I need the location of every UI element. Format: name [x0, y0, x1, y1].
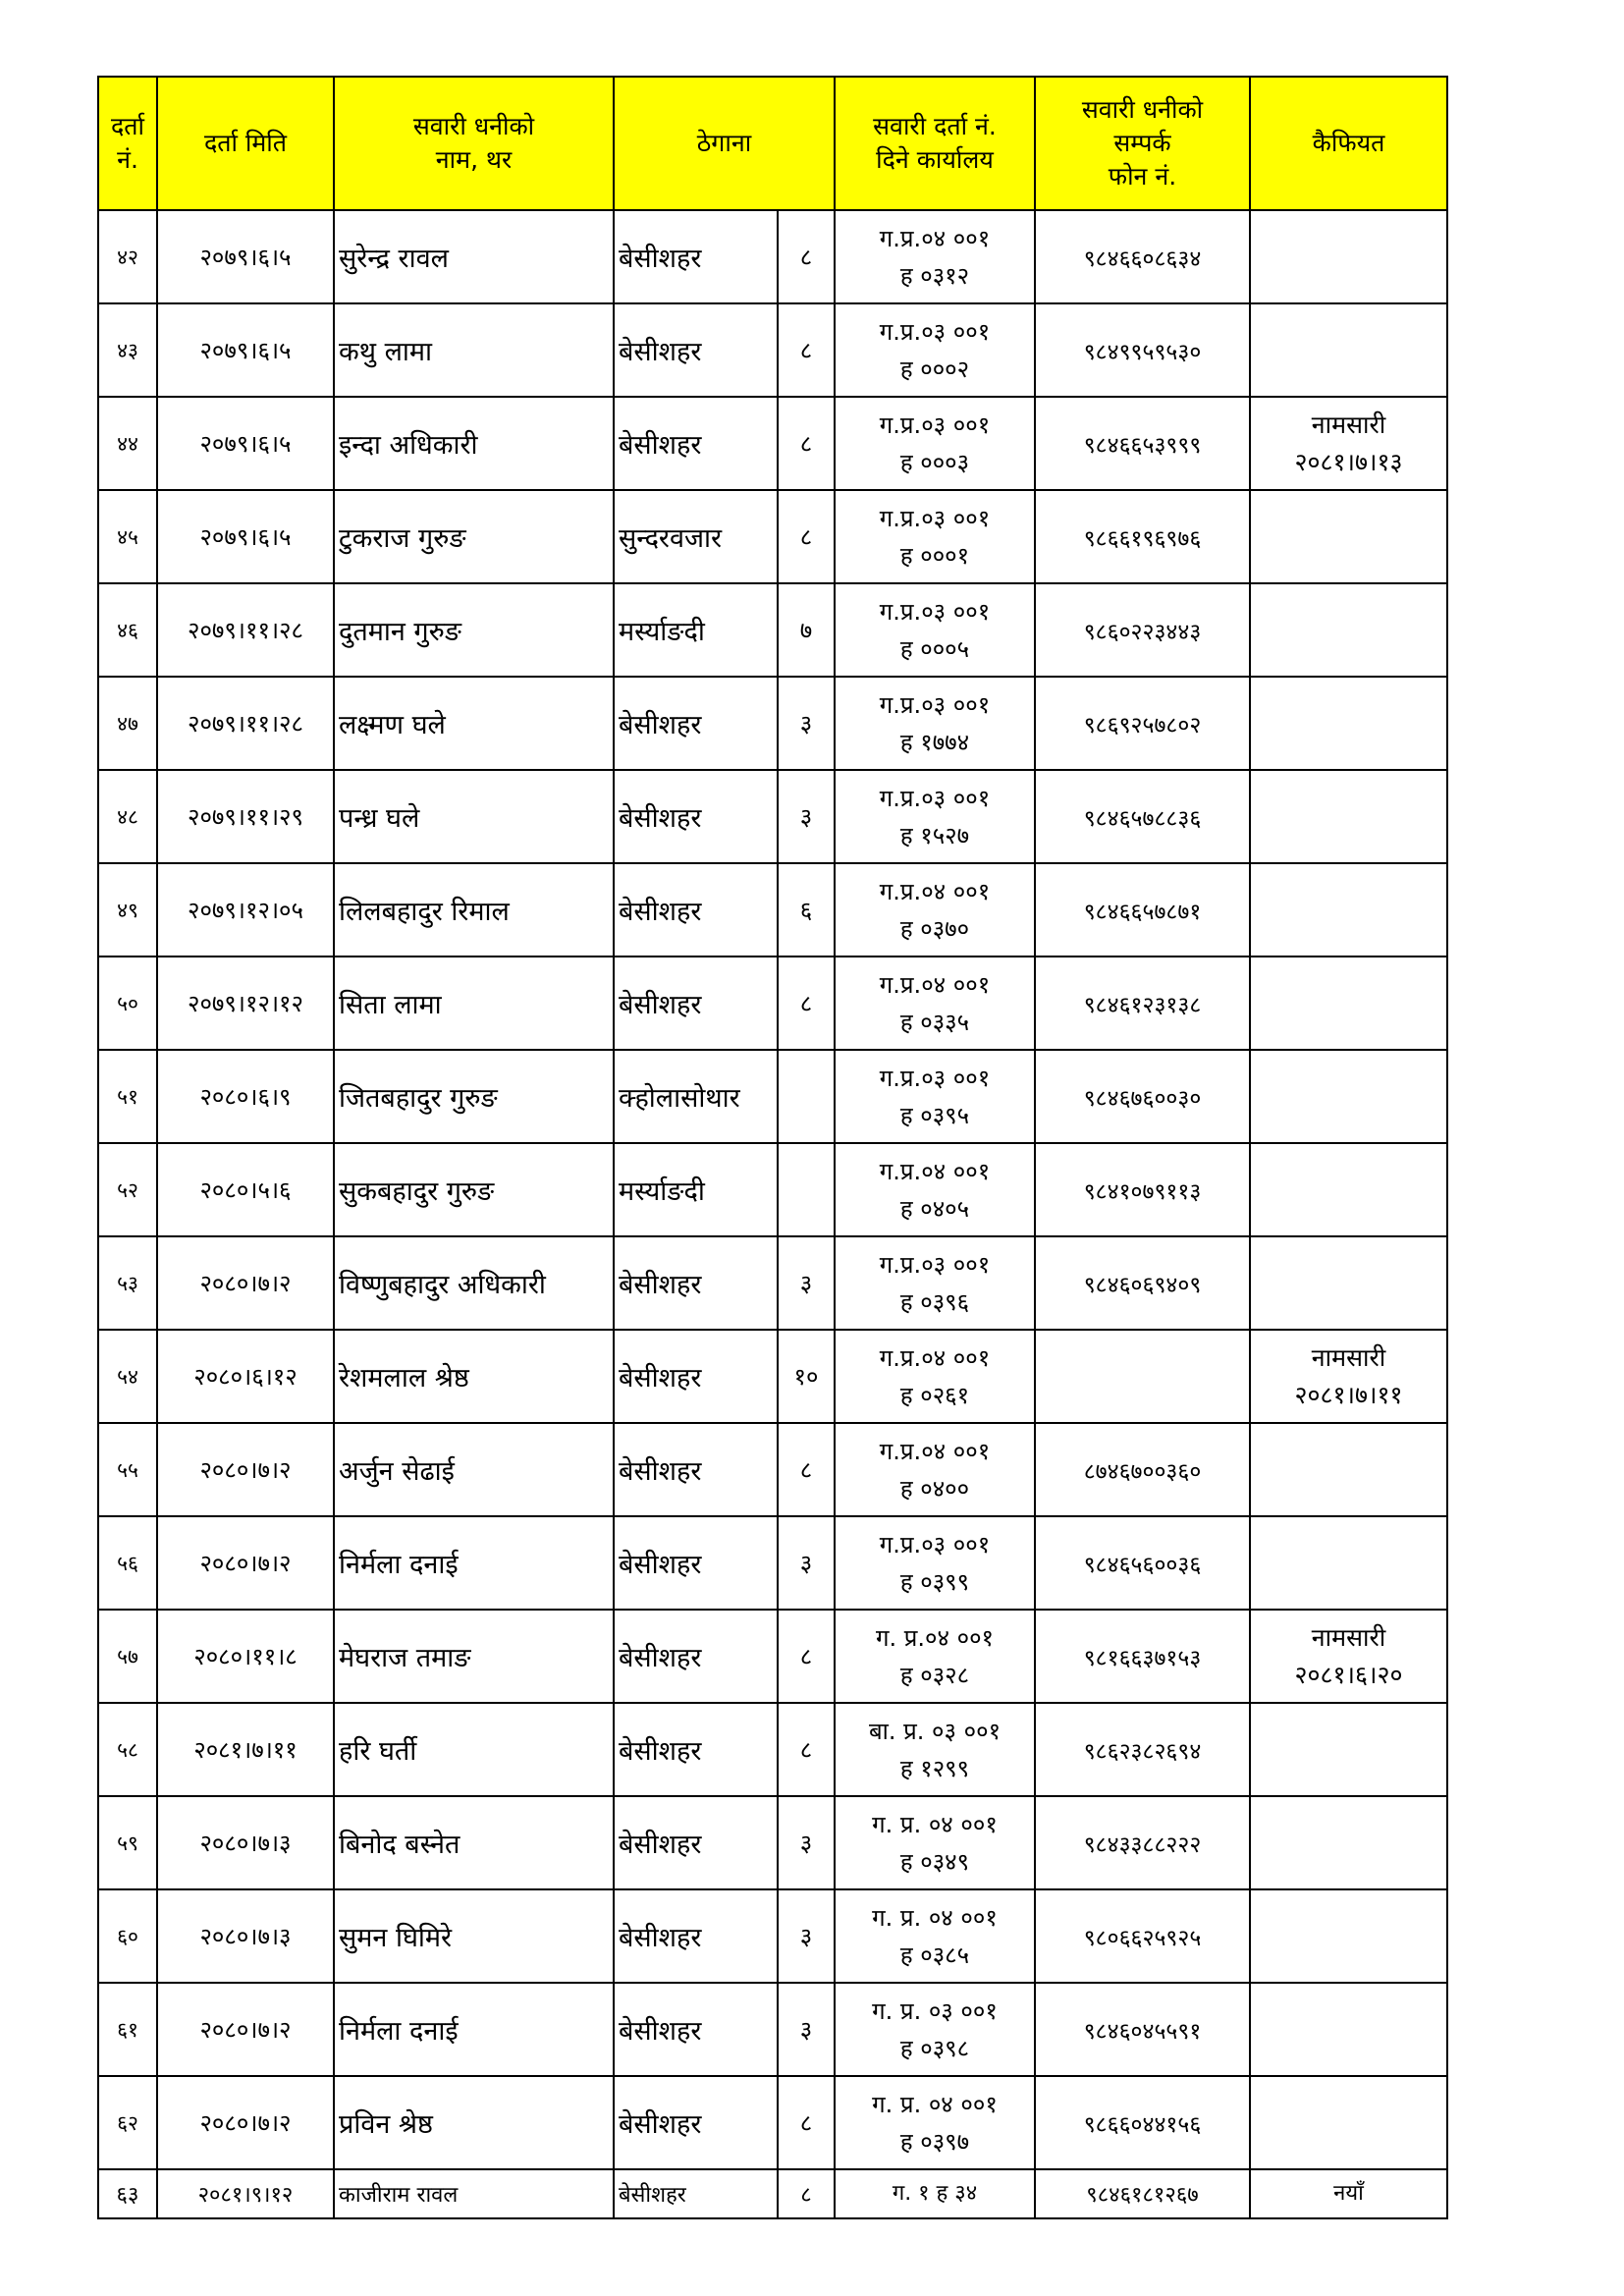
cell-phone: ९८४३३८८२२२ [1035, 1796, 1250, 1889]
cell-office-line: ग.प्र.०३ ००१ [879, 1530, 991, 1558]
cell-owner-name: लिलबहादुर रिमाल [334, 863, 614, 957]
cell-office-line: ग.प्र.०४ ००१ [879, 224, 991, 252]
cell-remark [1250, 1703, 1447, 1796]
cell-date: २०८१।९।१२ [157, 2169, 334, 2218]
cell-office-line: ह १५२७ [899, 821, 970, 849]
cell-office [835, 303, 1035, 397]
table-row [98, 1050, 1447, 1143]
cell-phone: ९८६२३८२६९४ [1035, 1703, 1250, 1796]
cell-phone [1035, 1330, 1250, 1423]
cell-date: २०७९।६।५ [157, 490, 334, 583]
cell-office-line: ह ०२६१ [899, 1381, 970, 1409]
cell-address: बेसीशहर [614, 303, 778, 397]
cell-office-line: ग.प्र.०३ ००१ [879, 784, 991, 812]
header-office: सवारी दर्ता नं. दिने कार्यालय [835, 77, 1035, 210]
cell-office-line: ग.प्र.०३ ००१ [879, 410, 991, 439]
table-row [98, 2076, 1447, 2169]
cell-ward: ८ [778, 1703, 835, 1796]
cell-office-line: ग.प्र.०४ ००१ [879, 877, 991, 905]
cell-sn: ४४ [98, 397, 157, 490]
cell-office [835, 957, 1035, 1050]
cell-sn: ६३ [98, 2169, 157, 2218]
cell-office-line: ह ०३९७ [899, 2127, 970, 2156]
cell-sn: ४९ [98, 863, 157, 957]
cell-office-line: ह ०४०० [899, 1474, 970, 1503]
cell-ward: ७ [778, 583, 835, 677]
cell-sn: ५८ [98, 1703, 157, 1796]
cell-ward: ८ [778, 210, 835, 303]
cell-remark [1250, 957, 1447, 1050]
cell-office-line: ह ०३२८ [899, 1661, 970, 1689]
cell-office [835, 1330, 1035, 1423]
cell-sn: ५४ [98, 1330, 157, 1423]
cell-office-line: ग. प्र. ०४ ००१ [872, 1810, 998, 1838]
cell-sn: ५९ [98, 1796, 157, 1889]
cell-ward: ३ [778, 677, 835, 770]
cell-remark [1250, 490, 1447, 583]
cell-office-line: ग. प्र.०४ ००१ [875, 1623, 995, 1652]
cell-address: बेसीशहर [614, 1889, 778, 1983]
cell-office [835, 583, 1035, 677]
cell-ward: ६ [778, 863, 835, 957]
table-row [98, 2169, 1447, 2218]
cell-office [835, 1610, 1035, 1703]
cell-ward [778, 1050, 835, 1143]
cell-date: २०७९।११।२९ [157, 770, 334, 863]
cell-date: २०८०।११।८ [157, 1610, 334, 1703]
cell-owner-name: मेघराज तमाङ [334, 1610, 614, 1703]
cell-office-line: ह ०३९६ [899, 1287, 970, 1316]
vehicle-registration-table [97, 76, 1448, 2219]
cell-owner-name: पन्ध्र घले [334, 770, 614, 863]
table-row [98, 1516, 1447, 1610]
cell-office [835, 677, 1035, 770]
cell-office-line: ह ०३४९ [899, 1847, 970, 1876]
cell-address: बेसीशहर [614, 210, 778, 303]
cell-office [835, 863, 1035, 957]
cell-ward: ३ [778, 1796, 835, 1889]
table-row [98, 397, 1447, 490]
cell-remark [1250, 1050, 1447, 1143]
cell-office-line: ह ०००५ [899, 634, 970, 663]
table-row [98, 1423, 1447, 1516]
cell-owner-name: सुमन घिमिरे [334, 1889, 614, 1983]
cell-remark [1250, 303, 1447, 397]
cell-office-line: ग. १ ह ३४ [892, 2181, 978, 2206]
cell-address: बेसीशहर [614, 1983, 778, 2076]
cell-office-line: ह ०००३ [899, 448, 970, 476]
cell-office-line: ह ०३९९ [899, 1567, 970, 1596]
cell-ward [778, 1143, 835, 1236]
cell-remark [1250, 770, 1447, 863]
cell-office-line: बा. प्र. ०३ ००१ [868, 1717, 1001, 1745]
cell-date: २०८०।७।३ [157, 1796, 334, 1889]
cell-date: २०७९।६।५ [157, 210, 334, 303]
cell-address: बेसीशहर [614, 770, 778, 863]
cell-office-line: ग. प्र. ०४ ००१ [872, 2090, 998, 2118]
cell-sn: ५७ [98, 1610, 157, 1703]
cell-remark-line: २०८१।६।२० [1294, 1660, 1403, 1689]
cell-office-line: ग.प्र.०३ ००१ [879, 690, 991, 719]
cell-address: मर्स्याङदी [614, 583, 778, 677]
cell-phone: ९८६०२२३४४३ [1035, 583, 1250, 677]
cell-phone: ८७४६७००३६० [1035, 1423, 1250, 1516]
cell-office-line: ग. प्र. ०४ ००१ [872, 1903, 998, 1932]
cell-ward: ८ [778, 1610, 835, 1703]
cell-sn: ४८ [98, 770, 157, 863]
cell-owner-name: टुकराज गुरुङ [334, 490, 614, 583]
header-remarks: कैफियत [1250, 77, 1447, 210]
cell-phone: ९८४६०४५५९१ [1035, 1983, 1250, 2076]
cell-office-line: ग. प्र. ०३ ००१ [872, 1996, 998, 2025]
cell-phone: ९८४६५७८८३६ [1035, 770, 1250, 863]
cell-owner-name: बिनोद बस्नेत [334, 1796, 614, 1889]
cell-office-line: ग.प्र.०३ ००१ [879, 1064, 991, 1092]
cell-sn: ४३ [98, 303, 157, 397]
cell-office [835, 397, 1035, 490]
cell-owner-name: जितबहादुर गुरुङ [334, 1050, 614, 1143]
cell-date: २०७९।१२।१२ [157, 957, 334, 1050]
cell-owner-name: सुरेन्द्र रावल [334, 210, 614, 303]
cell-address: क्होलासोथार [614, 1050, 778, 1143]
cell-remark [1250, 1516, 1447, 1610]
header-owner: सवारी धनीको नाम, थर [334, 77, 614, 210]
cell-address: बेसीशहर [614, 1796, 778, 1889]
cell-sn: ४५ [98, 490, 157, 583]
table-row [98, 1143, 1447, 1236]
cell-sn: ५२ [98, 1143, 157, 1236]
cell-office-line: ग.प्र.०३ ००१ [879, 317, 991, 346]
cell-remark [1250, 397, 1447, 490]
cell-date: २०८०।७।२ [157, 1423, 334, 1516]
cell-remark [1250, 1610, 1447, 1703]
cell-address: बेसीशहर [614, 1330, 778, 1423]
table-row [98, 863, 1447, 957]
cell-office-line: ग.प्र.०४ ००१ [879, 1157, 991, 1185]
cell-remark [1250, 1983, 1447, 2076]
cell-phone: ९८४६६५३९९९ [1035, 397, 1250, 490]
cell-remark [1250, 1889, 1447, 1983]
cell-office-line: ह ०३९८ [899, 2034, 970, 2062]
cell-owner-name: इन्दा अधिकारी [334, 397, 614, 490]
cell-sn: ४२ [98, 210, 157, 303]
cell-owner-name: काजीराम रावल [334, 2169, 614, 2218]
cell-remark [1250, 1330, 1447, 1423]
cell-office-line: ह १७७४ [899, 728, 970, 756]
cell-owner-name: कथु लामा [334, 303, 614, 397]
cell-office [835, 1423, 1035, 1516]
cell-address: बेसीशहर [614, 1236, 778, 1330]
cell-remark-line: नामसारी [1311, 410, 1386, 439]
cell-ward: ८ [778, 397, 835, 490]
cell-address: सुन्दरवजार [614, 490, 778, 583]
table-row [98, 1889, 1447, 1983]
cell-office-line: ह ०३८५ [899, 1941, 970, 1969]
cell-office-line: ग.प्र.०३ ००१ [879, 1250, 991, 1279]
cell-phone: ९८०६६२५९२५ [1035, 1889, 1250, 1983]
cell-office [835, 1050, 1035, 1143]
cell-remark [1250, 863, 1447, 957]
cell-office-line: ग.प्र.०४ ००१ [879, 1343, 991, 1372]
cell-sn: ६२ [98, 2076, 157, 2169]
cell-owner-name: निर्मला दनाई [334, 1983, 614, 2076]
cell-ward: ८ [778, 2076, 835, 2169]
cell-owner-name: विष्णुबहादुर अधिकारी [334, 1236, 614, 1330]
cell-office [835, 1143, 1035, 1236]
cell-office [835, 1983, 1035, 2076]
cell-sn: ६१ [98, 1983, 157, 2076]
cell-address: बेसीशहर [614, 1516, 778, 1610]
cell-date: २०७९।६।५ [157, 397, 334, 490]
cell-owner-name: निर्मला दनाई [334, 1516, 614, 1610]
cell-owner-name: सिता लामा [334, 957, 614, 1050]
cell-remark [1250, 210, 1447, 303]
cell-ward: ८ [778, 957, 835, 1050]
cell-date: २०८०।६।९ [157, 1050, 334, 1143]
cell-date: २०७९।६।५ [157, 303, 334, 397]
cell-owner-name: दुतमान गुरुङ [334, 583, 614, 677]
cell-remark [1250, 583, 1447, 677]
cell-address: बेसीशहर [614, 397, 778, 490]
cell-office [835, 1703, 1035, 1796]
cell-office [835, 490, 1035, 583]
cell-phone: ९८६९२५७८०२ [1035, 677, 1250, 770]
table-row [98, 1236, 1447, 1330]
cell-address: बेसीशहर [614, 677, 778, 770]
cell-phone: ९८४६१२३१३८ [1035, 957, 1250, 1050]
cell-ward: ३ [778, 1516, 835, 1610]
cell-sn: ५३ [98, 1236, 157, 1330]
cell-ward: ३ [778, 770, 835, 863]
cell-office [835, 2169, 1035, 2218]
table-header [98, 77, 1447, 210]
cell-ward: ८ [778, 490, 835, 583]
cell-remark-line: २०८१।७।११ [1294, 1380, 1403, 1409]
table-body [98, 210, 1447, 2218]
cell-ward: ३ [778, 1236, 835, 1330]
cell-office [835, 1796, 1035, 1889]
cell-ward: ८ [778, 1423, 835, 1516]
cell-phone: ९८४६०६९४०९ [1035, 1236, 1250, 1330]
cell-phone: ९८४६५६००३६ [1035, 1516, 1250, 1610]
cell-sn: ५१ [98, 1050, 157, 1143]
cell-remark-line: नामसारी [1311, 1622, 1386, 1652]
cell-ward: ३ [778, 1889, 835, 1983]
cell-address: बेसीशहर [614, 2169, 778, 2218]
cell-office-line: ग.प्र.०४ ००१ [879, 970, 991, 999]
cell-remark [1250, 1796, 1447, 1889]
header-address: ठेगाना [614, 77, 835, 210]
cell-sn: ५० [98, 957, 157, 1050]
cell-office-line: ह १२९९ [899, 1754, 970, 1782]
cell-phone: ९८४६७६००३० [1035, 1050, 1250, 1143]
cell-owner-name: हरि घर्ती [334, 1703, 614, 1796]
cell-office-line: ग.प्र.०३ ००१ [879, 504, 991, 532]
cell-office-line: ह ०४०५ [899, 1194, 970, 1223]
cell-office-line: ह ०००२ [899, 355, 970, 383]
table-row [98, 957, 1447, 1050]
cell-remark [1250, 1236, 1447, 1330]
cell-date: २०८०।७।२ [157, 2076, 334, 2169]
cell-sn: ५५ [98, 1423, 157, 1516]
cell-phone: ९८४६६०८६३४ [1035, 210, 1250, 303]
cell-address: बेसीशहर [614, 957, 778, 1050]
table-row [98, 770, 1447, 863]
cell-office-line: ग.प्र.०४ ००१ [879, 1437, 991, 1465]
table-row [98, 583, 1447, 677]
cell-office [835, 210, 1035, 303]
cell-date: २०८१।७।११ [157, 1703, 334, 1796]
cell-date: २०७९।१२।०५ [157, 863, 334, 957]
cell-phone: ९८४१०७९११३ [1035, 1143, 1250, 1236]
cell-address: बेसीशहर [614, 2076, 778, 2169]
cell-ward: ८ [778, 2169, 835, 2218]
cell-office-line: ह ०३७० [899, 914, 970, 943]
cell-date: २०८०।७।२ [157, 1516, 334, 1610]
table-row [98, 677, 1447, 770]
cell-date: २०८०।७।२ [157, 1983, 334, 2076]
cell-address: बेसीशहर [614, 1423, 778, 1516]
cell-phone: ९८४९९५९५३० [1035, 303, 1250, 397]
cell-sn: ५६ [98, 1516, 157, 1610]
cell-address: बेसीशहर [614, 1610, 778, 1703]
cell-date: २०७९।११।२८ [157, 677, 334, 770]
cell-ward: १० [778, 1330, 835, 1423]
cell-office [835, 770, 1035, 863]
cell-owner-name: अर्जुन सेढाई [334, 1423, 614, 1516]
cell-phone: ९८४६१८१२६७ [1035, 2169, 1250, 2218]
table-row [98, 303, 1447, 397]
cell-office [835, 1236, 1035, 1330]
cell-remark [1250, 2169, 1447, 2218]
cell-office [835, 1516, 1035, 1610]
cell-date: २०८०।६।१२ [157, 1330, 334, 1423]
table-row [98, 1330, 1447, 1423]
table-row [98, 1796, 1447, 1889]
cell-sn: ४७ [98, 677, 157, 770]
cell-sn: ४६ [98, 583, 157, 677]
cell-date: २०७९।११।२८ [157, 583, 334, 677]
cell-phone: ९८१६६३७१५३ [1035, 1610, 1250, 1703]
table-row [98, 1610, 1447, 1703]
cell-phone: ९८६६०४४१५६ [1035, 2076, 1250, 2169]
cell-remark-line: नामसारी [1311, 1342, 1386, 1372]
cell-office [835, 2076, 1035, 2169]
cell-date: २०८०।५।६ [157, 1143, 334, 1236]
header-date: दर्ता मिति [157, 77, 334, 210]
cell-office-line: ह ०३९५ [899, 1101, 970, 1129]
cell-date: २०८०।७।३ [157, 1889, 334, 1983]
header-phone: सवारी धनीको सम्पर्क फोन नं. [1035, 77, 1250, 210]
cell-office-line: ह ०००१ [899, 541, 970, 570]
cell-ward: ८ [778, 303, 835, 397]
cell-address: मर्स्याङदी [614, 1143, 778, 1236]
table-row [98, 210, 1447, 303]
cell-office-line: ह ०३१२ [899, 261, 970, 290]
cell-remark-line: २०८१।७।१३ [1294, 447, 1403, 476]
cell-phone: ९८४६६५७८७१ [1035, 863, 1250, 957]
header-sn: दर्ता नं. [98, 77, 157, 210]
cell-office-line: ह ०३३५ [899, 1008, 970, 1036]
cell-remark [1250, 2076, 1447, 2169]
cell-sn: ६० [98, 1889, 157, 1983]
cell-date: २०८०।७।२ [157, 1236, 334, 1330]
cell-remark [1250, 677, 1447, 770]
cell-office [835, 1889, 1035, 1983]
cell-ward: ३ [778, 1983, 835, 2076]
cell-remark [1250, 1423, 1447, 1516]
cell-owner-name: रेशमलाल श्रेष्ठ [334, 1330, 614, 1423]
cell-owner-name: लक्ष्मण घले [334, 677, 614, 770]
cell-phone: ९८६६१९६९७६ [1035, 490, 1250, 583]
cell-owner-name: प्रविन श्रेष्ठ [334, 2076, 614, 2169]
cell-owner-name: सुकबहादुर गुरुङ [334, 1143, 614, 1236]
table-row [98, 490, 1447, 583]
table-row [98, 1703, 1447, 1796]
table-row [98, 1983, 1447, 2076]
cell-address: बेसीशहर [614, 863, 778, 957]
cell-address: बेसीशहर [614, 1703, 778, 1796]
cell-office-line: ग.प्र.०३ ००१ [879, 597, 991, 626]
cell-remark-line: नयाँ [1333, 2181, 1364, 2206]
cell-remark [1250, 1143, 1447, 1236]
